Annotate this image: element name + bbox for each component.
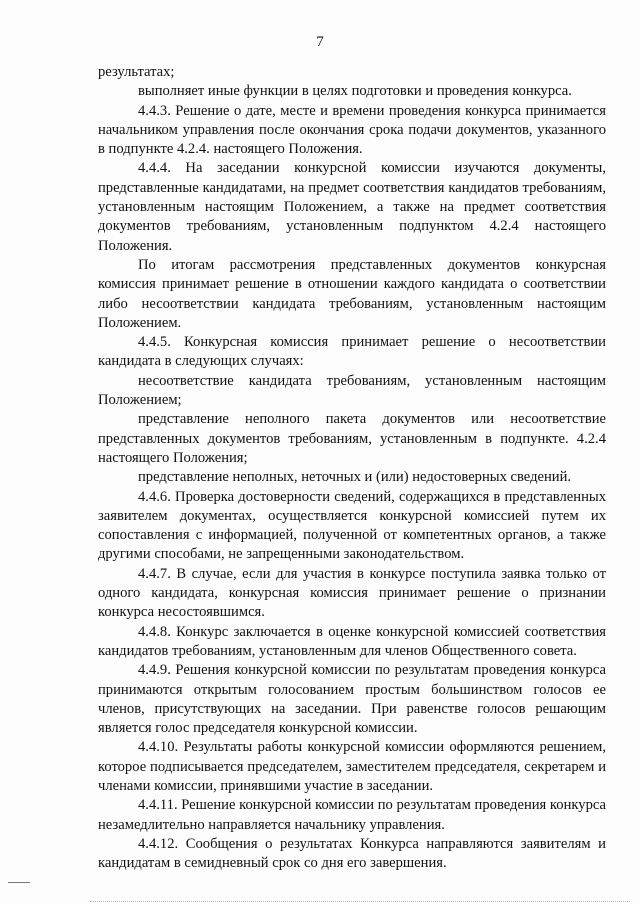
paragraph: результатах; xyxy=(98,64,175,80)
paragraph: 4.4.6. Проверка достоверности сведений, содержащихся в представленных заявителем документах, осуществляется конкурсной комиссией путем их сопоставления с информацией, полученной от компетентных органов, а также другими способами, не запрещенными законодательством. xyxy=(98,488,606,563)
paragraph: несоответствие кандидата требованиям, установленным настоящим Положением; xyxy=(98,372,606,409)
paragraph: 4.4.4. На заседании конкурсной комиссии изучаются документы, представленные кандидатами, на предмет соответствия кандидатов требованиям, установленным настоящим Положением, а также на предмет соответствия документов требованиям, установленным подпунктом 4.2.4 настоящего Положения. xyxy=(98,160,606,254)
paragraph: 4.4.11. Решение конкурсной комиссии по результатам проведения конкурса незамедлительно направляется начальнику управления. xyxy=(98,797,606,833)
paragraph: 4.4.10. Результаты работы конкурсной комиссии оформляются решением, которое подписывается председателем, заместителем председателя, секретарем и членами комиссии, принявшими участие в заседании. xyxy=(98,739,606,794)
paragraph: 4.4.8. Конкурс заключается в оценке конкурсной комиссией соответствия кандидатов требованиям, установленным для членов Общественного совета. xyxy=(98,623,606,659)
paragraph: 4.4.5. Конкурсная комиссия принимает решение о несоответствии кандидата в следующих случаях: xyxy=(98,334,606,370)
paragraph: выполняет иные функции в целях подготовки и проведения конкурса. xyxy=(138,83,572,100)
margin-mark xyxy=(8,882,30,883)
paragraph: 4.4.3. Решение о дате, месте и времени проведения конкурса принимается начальником управления после окончания срока подачи документов, указанного в подпункте 4.2.4. настоящего Положения. xyxy=(98,102,606,158)
paragraph: По итогам рассмотрения представленных документов конкурсная комиссия принимает решение в отношении каждого кандидата о соответствии либо несоответствии кандидата требованиям, установленным настоящим Положением. xyxy=(98,256,606,331)
paragraph: 4.4.7. В случае, если для участия в конкурсе поступила заявка только от одного кандидата, конкурсная комиссия принимает решение о признании конкурса несостоявшимся. xyxy=(98,565,606,621)
paragraph: 4.4.12. Сообщения о результатах Конкурса направляются заявителям и кандидатам в семидневный срок со дня его завершения. xyxy=(98,835,606,872)
scan-edge-line xyxy=(90,901,630,903)
document-body xyxy=(98,63,606,873)
page-number: 7 xyxy=(316,34,324,50)
paragraph: представление неполного пакета документов или несоответствие представленных документов требованиям, установленным в подпункте. 4.2.4 настоящего Положения; xyxy=(98,411,606,466)
paragraph: представление неполных, неточных и (или) недостоверных сведений. xyxy=(138,469,572,486)
paragraph: 4.4.9. Решения конкурсной комиссии по результатам проведения конкурса принимаются открытым голосованием простым большинством голосов ее членов, присутствующих на заседании. При равенстве голосов решающим является голос председателя конкурсной комиссии. xyxy=(98,662,606,737)
